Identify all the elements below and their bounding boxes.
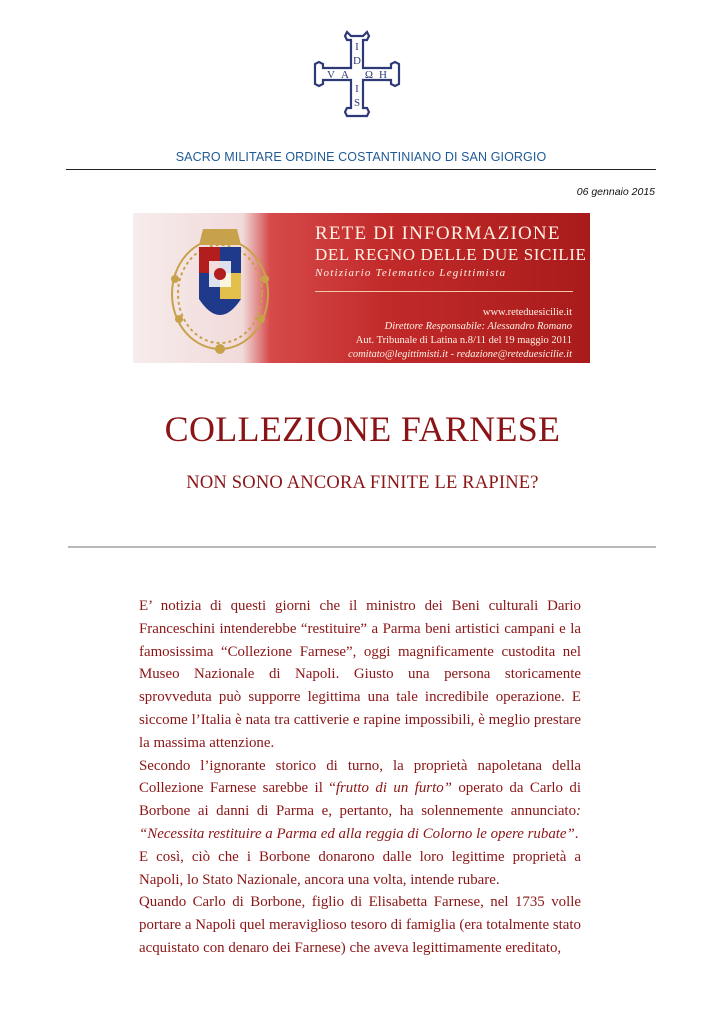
constantinian-cross-logo bbox=[311, 28, 403, 120]
logo-letter-upper: D bbox=[353, 55, 361, 67]
article-body bbox=[139, 595, 581, 960]
paragraph-2-end: . bbox=[574, 825, 579, 842]
paragraph-3: E così, ciò che i Borbone donarono dalle loro legittime proprietà a Napoli, lo Stato Nazionale, ancora una volta, intende rubare. bbox=[139, 848, 581, 888]
publication-date: 06 gennaio 2015 bbox=[576, 186, 655, 198]
paragraph-2-text-b: operato da Carlo di Borbone ai danni di Parma e, pertanto, ha solennemente annunciato bbox=[139, 780, 581, 820]
logo-letter-inner-right: Ω bbox=[364, 69, 374, 81]
banner-director: Direttore Responsabile: Alessandro Romano bbox=[384, 321, 572, 332]
banner-emails[interactable]: comitato@legittimisti.it - redazione@reteduesicilie.it bbox=[348, 349, 572, 360]
order-title: SACRO MILITARE ORDINE COSTANTINIANO DI SAN GIORGIO bbox=[175, 150, 547, 164]
paragraph-4: Quando Carlo di Borbone, figlio di Elisabetta Farnese, nel 1735 volle portare a Napoli quel meraviglioso tesoro di famiglia (era totalmente stato acquistato con denaro dei Farnese) che aveva legittimamente ereditato, bbox=[139, 894, 581, 956]
banner-title-line1: RETE DI INFORMAZIONE bbox=[315, 223, 561, 244]
logo-letter-lower: I bbox=[355, 83, 359, 95]
paragraph-2-text-a: Secondo l’ignorante storico di turno, la proprietà napoletana della Collezione Farnese sarebbe il “ bbox=[139, 757, 581, 797]
logo-letter-top: I bbox=[355, 41, 359, 53]
article-title: COLLEZIONE FARNESE bbox=[164, 409, 561, 449]
logo-letter-left: V bbox=[327, 69, 335, 81]
royal-coat-of-arms-icon bbox=[155, 219, 285, 359]
banner-subtitle: Notiziario Telematico Legittimista bbox=[315, 267, 507, 279]
paragraph-2-quote: frutto di un furto” bbox=[335, 780, 452, 797]
banner-website-link[interactable]: www.reteduesicilie.it bbox=[482, 307, 572, 318]
logo-letter-bottom: S bbox=[353, 97, 361, 109]
paragraph-2 bbox=[139, 755, 581, 846]
banner-divider bbox=[315, 291, 573, 292]
logo-letter-right: H bbox=[379, 69, 387, 81]
banner-title-line2: DEL REGNO DELLE DUE SICILIE bbox=[315, 245, 587, 264]
article-subtitle: NON SONO ANCORA FINITE LE RAPINE? bbox=[186, 473, 539, 493]
header-divider bbox=[66, 169, 656, 170]
section-divider bbox=[68, 546, 656, 548]
news-banner bbox=[133, 213, 590, 363]
logo-letter-inner-left: A bbox=[341, 69, 349, 81]
paragraph-1: E’ notizia di questi giorni che il ministro dei Beni culturali Dario Franceschini intenderebbe “restituire” a Parma beni artistici campani e la famosissima “Collezione Farnese”, oggi magnificamente custodita nel Museo Nazionale di Napoli. Giusto una persona storicamente sprovveduta può supporre legittima una tale incredibile operazione. E siccome l’Italia è nata tra cattiverie e rapine impossibili, è meglio prestare la massima attenzione. bbox=[139, 598, 581, 751]
paragraph-2-statement: : “Necessita restituire a Parma ed alla reggia di Colorno le opere rubate” bbox=[139, 803, 581, 842]
banner-authorization: Aut. Tribunale di Latina n.8/11 del 19 maggio 2011 bbox=[355, 335, 572, 346]
